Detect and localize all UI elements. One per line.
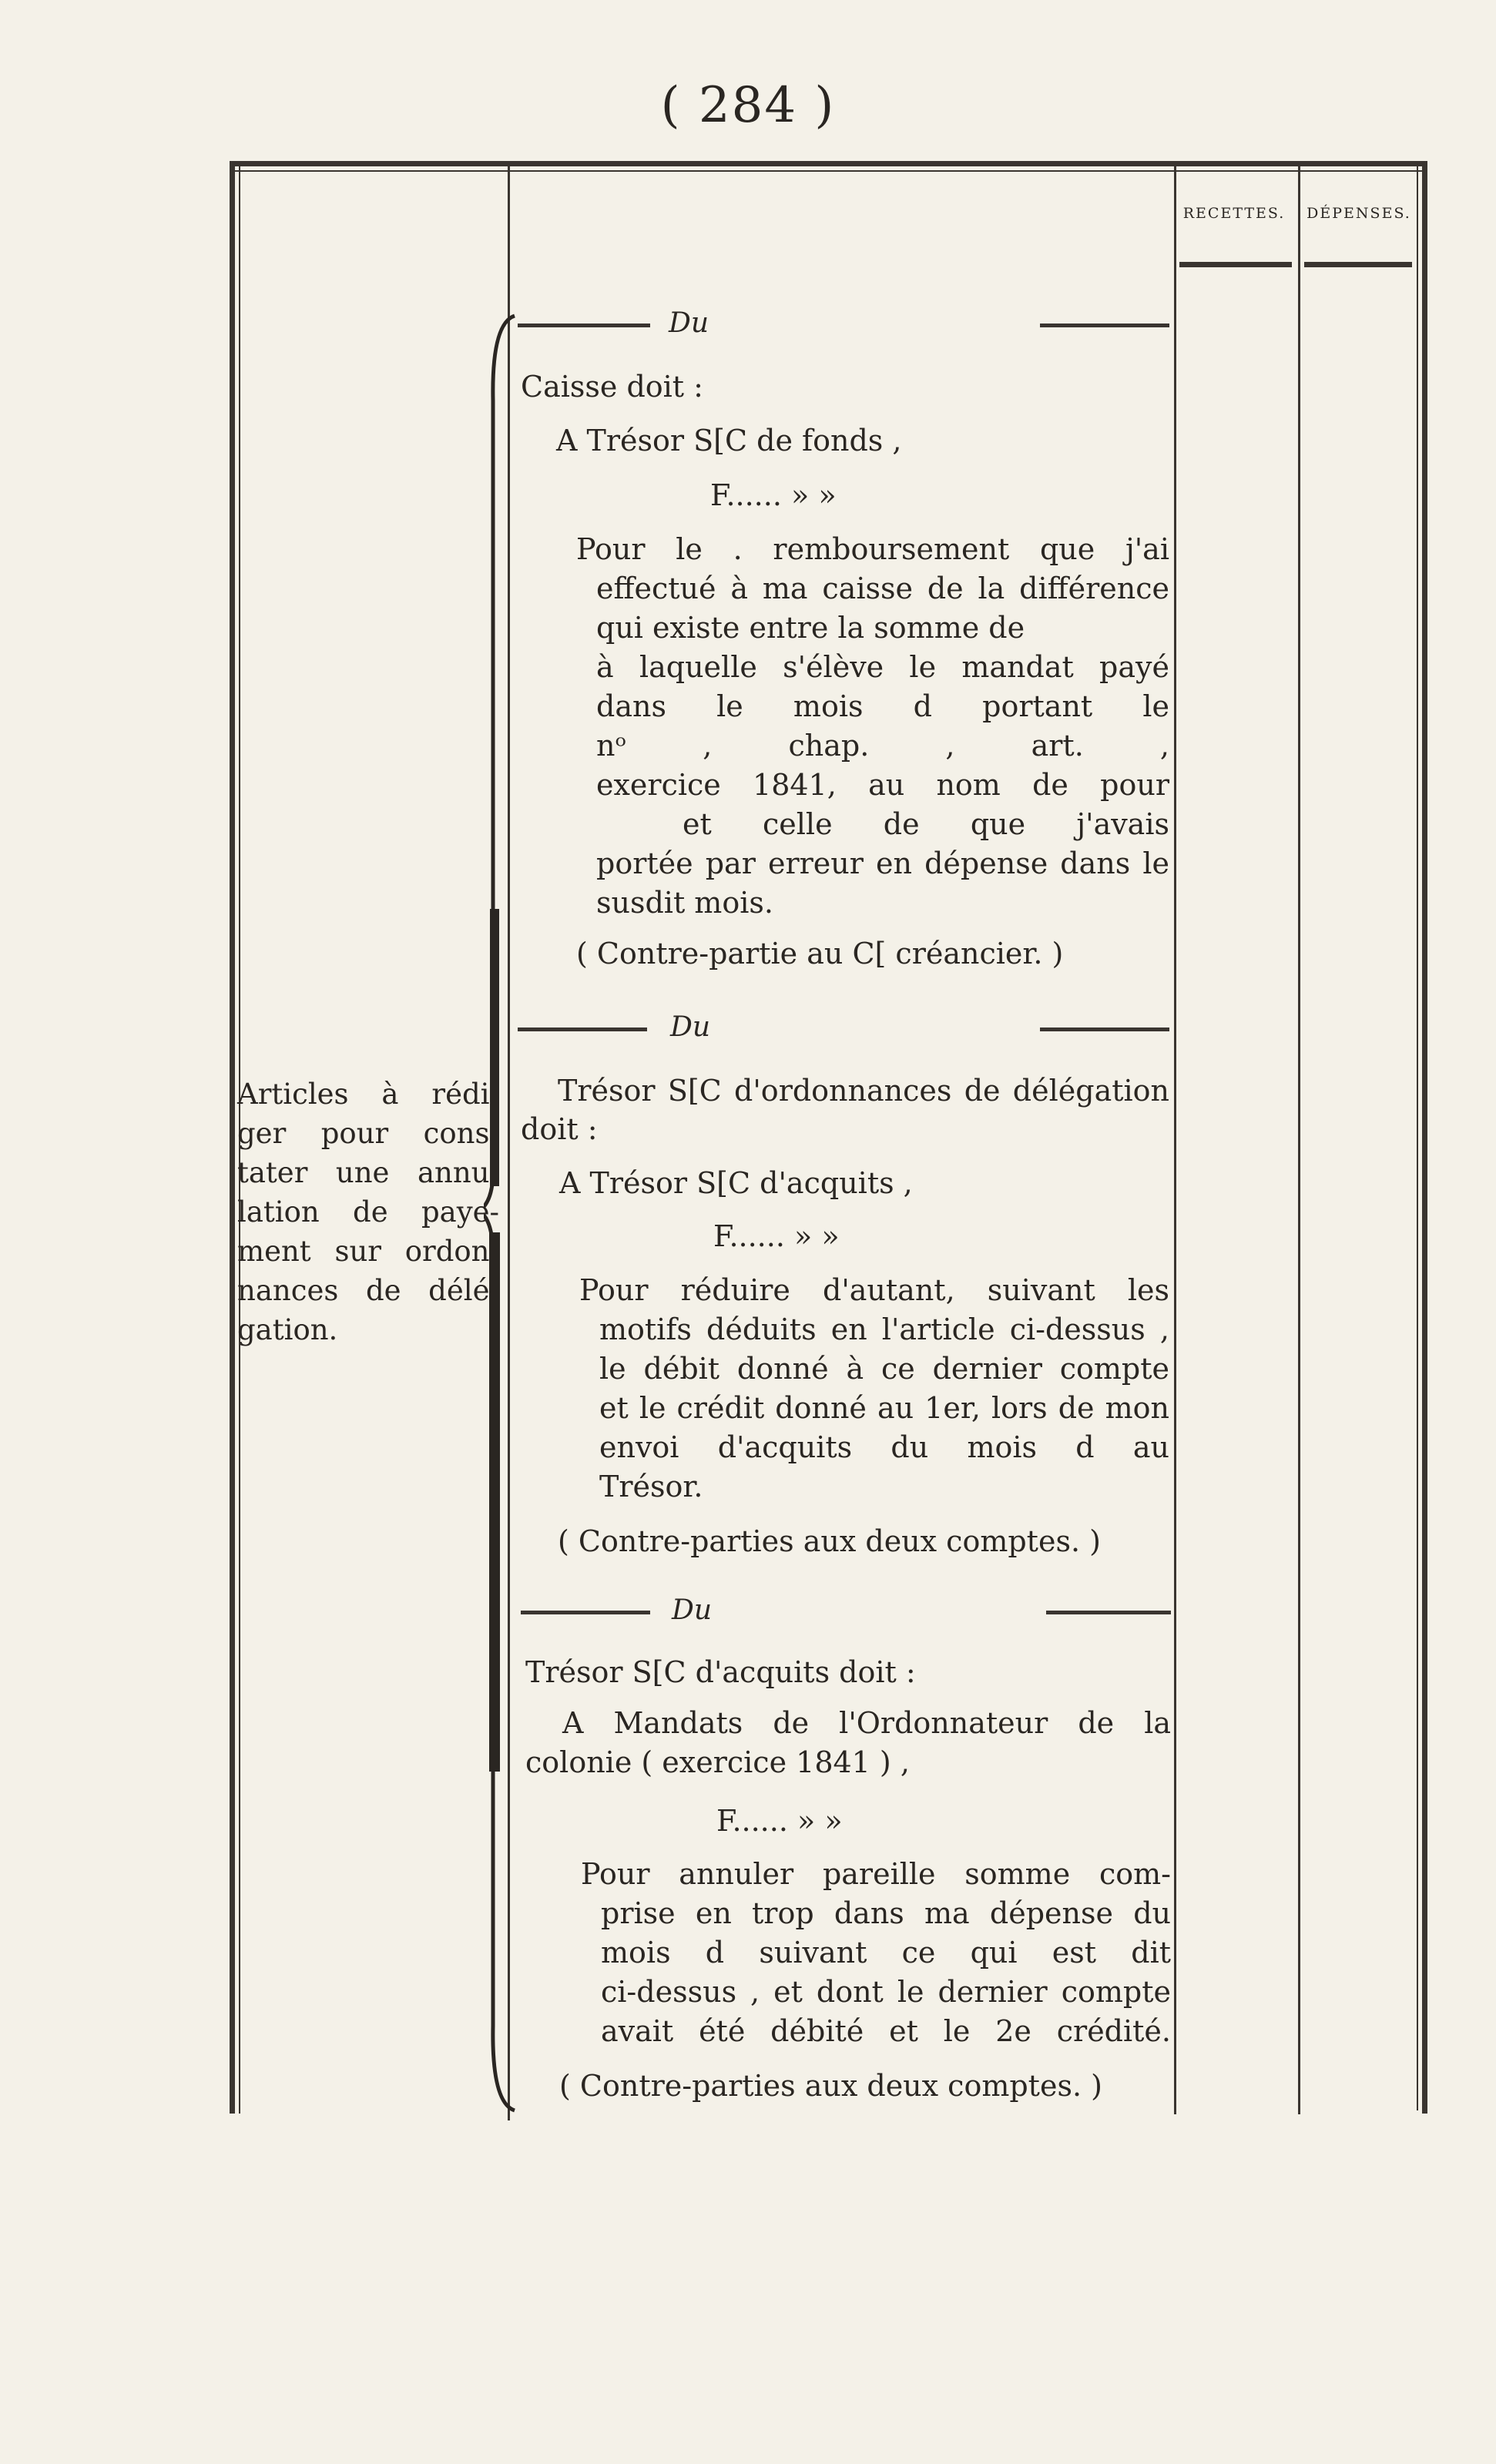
entry-credit-account: A Mandats de l'Ordonnateur de la	[562, 1706, 1171, 1740]
entry-amount: F...... » »	[713, 1219, 840, 1253]
entry-counterpart: ( Contre-parties aux deux comptes. )	[558, 1524, 1101, 1558]
description-line: ci-dessus , et dont le dernier compte	[601, 1975, 1171, 2009]
description-line: effectué à ma caisse de la différence	[596, 572, 1169, 605]
date-rule-right	[1040, 1028, 1169, 1031]
description-line: à laquelle s'élève le mandat payé	[596, 650, 1169, 684]
description-line: et celle de que j'avais	[683, 807, 1169, 841]
right-border-outer	[1422, 161, 1427, 2114]
margin-note	[237, 1074, 499, 1349]
top-rule	[230, 161, 1425, 166]
expenses-header-rule	[1304, 262, 1412, 267]
margin-note-line: nances de délé-	[237, 1274, 499, 1307]
entry-description	[576, 530, 1169, 923]
date-rule-right	[1040, 324, 1169, 327]
entry-credit-account: A Trésor S[C d'acquits ,	[559, 1166, 913, 1200]
entry-amount: F...... » »	[716, 1804, 843, 1838]
entry-debit-account: Caisse doit :	[521, 370, 703, 404]
entry-credit-account: A Trésor S[C de fonds ,	[556, 424, 902, 458]
description-line: et le crédit donné au 1er, lors de mon	[599, 1391, 1169, 1425]
description-line: avait été débité et le 2e crédité.	[601, 2014, 1171, 2048]
description-line: nᵒ , chap. , art. ,	[596, 729, 1169, 763]
right-border-inner	[1417, 166, 1418, 2110]
receipts-header: RECETTES.	[1182, 205, 1286, 222]
description-line: le débit donné à ce dernier compte	[599, 1352, 1169, 1386]
entry-debit-account: Trésor S[C d'ordonnances de délégation	[558, 1074, 1169, 1108]
expenses-header: DÉPENSES.	[1306, 205, 1411, 222]
margin-note-line: ger pour cons-	[237, 1117, 499, 1150]
receipts-header-rule	[1179, 262, 1292, 267]
margin-note-line: tater une annu-	[237, 1156, 499, 1189]
receipts-column-divider	[1174, 166, 1176, 2114]
description-line: Pour le . remboursement que j'ai	[576, 532, 1169, 566]
description-line: prise en trop dans ma dépense du	[601, 1896, 1171, 1930]
entry-date-label: Du	[672, 1594, 713, 1626]
description-line: exercice 1841, au nom de pour	[596, 768, 1169, 802]
margin-note-line: ment sur ordon-	[237, 1235, 499, 1268]
description-line: dans le mois d portant le	[596, 689, 1169, 723]
description-line: motifs déduits en l'article ci-dessus ,	[599, 1312, 1169, 1346]
curly-brace	[484, 308, 522, 2118]
description-line: Pour annuler pareille somme com-	[581, 1857, 1171, 1891]
date-rule-left	[518, 324, 650, 327]
margin-note-line: Articles à rédi-	[237, 1078, 499, 1111]
entry-date-label: Du	[670, 1011, 711, 1043]
description-line: mois d suivant ce qui est dit	[601, 1936, 1171, 1970]
margin-note-line: lation de paye-	[237, 1195, 499, 1229]
page-number: ( 284 )	[660, 77, 836, 134]
expenses-column-divider	[1298, 166, 1300, 2114]
entry-debit-account-cont: doit :	[521, 1112, 598, 1146]
entry-description	[581, 1855, 1171, 2051]
description-line: Trésor.	[599, 1470, 703, 1504]
entry-credit-account-cont: colonie ( exercice 1841 ) ,	[525, 1745, 910, 1779]
entry-date-label: Du	[669, 307, 709, 339]
left-border-outer	[230, 161, 235, 2114]
date-rule-left	[518, 1028, 647, 1031]
margin-note-line: gation.	[237, 1313, 338, 1346]
date-rule-left	[521, 1611, 650, 1614]
description-line: susdit mois.	[596, 886, 773, 920]
entry-counterpart: ( Contre-partie au C[ créancier. )	[576, 937, 1064, 971]
description-line: qui existe entre la somme de	[596, 611, 1025, 645]
date-rule-right	[1046, 1611, 1171, 1614]
entry-amount: F...... » »	[710, 478, 837, 512]
entry-counterpart: ( Contre-parties aux deux comptes. )	[559, 2069, 1102, 2103]
top-rule-thin	[230, 170, 1425, 172]
entry-debit-account: Trésor S[C d'acquits doit :	[525, 1655, 916, 1689]
entry-description	[579, 1271, 1169, 1507]
description-line: Pour réduire d'autant, suivant les	[579, 1273, 1169, 1307]
description-line: envoi d'acquits du mois d au	[599, 1430, 1169, 1464]
description-line: portée par erreur en dépense dans le	[596, 846, 1169, 880]
